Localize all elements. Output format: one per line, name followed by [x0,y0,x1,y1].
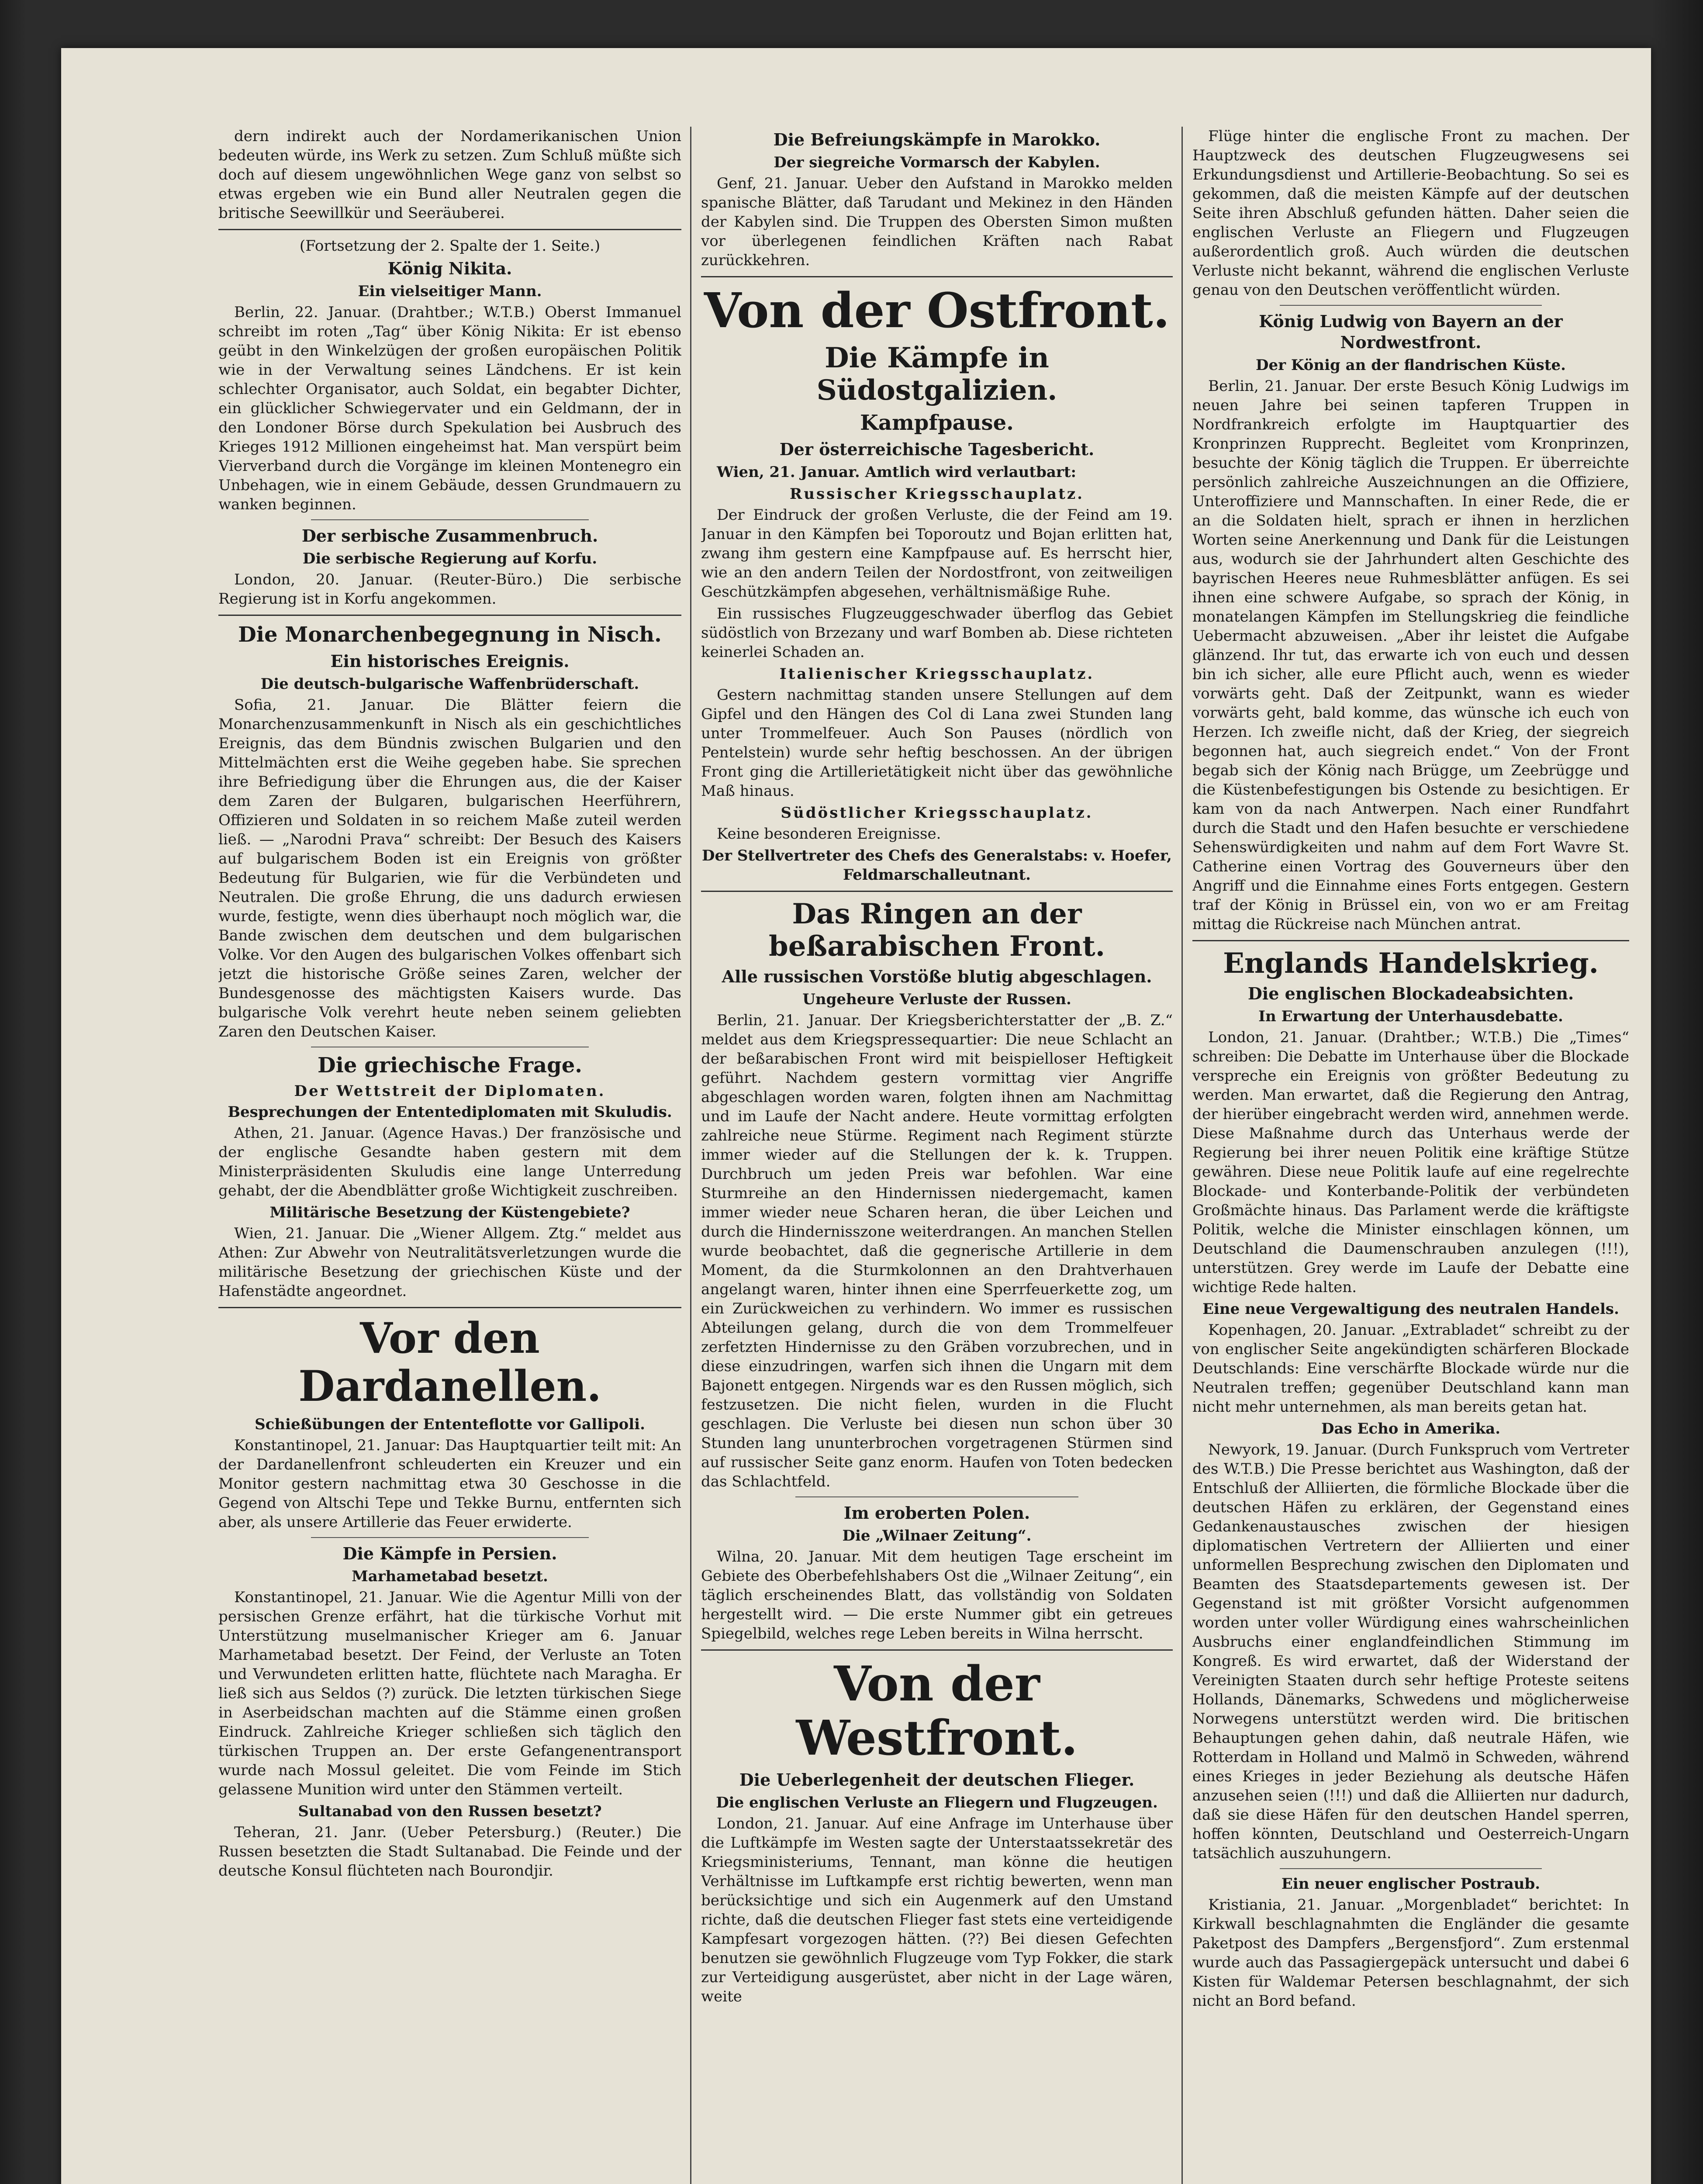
article-paragraph: Teheran, 21. Janr. (Ueber Petersburg.) (Reuter.) Die Russen besetzten die Stadt Sultanabad. Die Feinde und der deutsche Konsul flüchteten nach Bourondjir. [218,1824,681,1880]
article-paragraph: dern indirekt auch der Nordamerikanischen Union bedeuten würde, ins Werk zu setzen. Zum Schluß müßte sich doch auf diesem ungewöhnlichen Wege ganz von selbst so etwas ergeben wie ein Bund aller Neutralen gegen die britische Seewillkür und Seeräuberei. [218,128,681,222]
article-paragraph: Konstantinopel, 21. Januar: Das Hauptquartier teilt mit: An der Dardanellenfront schleuderten ein Kreuzer und ein Monitor gestern nachmittag etwa 30 Geschosse in die Gegend von Altschi Tepe und Tekke Burnu, entfernten sich aber, als unsere Artillerie das Feuer erwiderte. [218,1437,681,1531]
article-paragraph: London, 21. Januar. Auf eine Anfrage im Unterhause über die Luftkämpfe im Westen sagte der Unterstaatssekretär des Kriegsministeriums, Tennant, man könne die heutigen Verhältnisse im Luftkampfe erst richtig bewerten, wenn man berücksichtige und sich ein Augenmerk auf den Umstand richte, daß die deutschen Flieger fast stets eine verteidigende Kampfesart vorgezogen hätten. (??) Bei diesen Gefechten benutzen sie gewöhnlich Flugzeuge vom Typ Fokker, die stark zur Verteidigung ausgerüstet, aber nicht in der Lage wären, weite [701,1815,1173,2005]
headline-eastern-front: Von der Ostfront. [704,282,1170,339]
subheadline-nikita: Ein vielseitiger Mann. [358,283,542,300]
article-paragraph: Wien, 21. Januar. Amtlich wird verlautbart: [717,463,1077,481]
subheadline-western-front-2: Die englischen Verluste an Fliegern und Flugzeugen. [716,1794,1158,1811]
newspaper-page [61,48,1651,2184]
subheadline-greece-2: Besprechungen der Ententediplomaten mit Skuludis. [228,1103,672,1121]
divider [795,1496,1078,1497]
article-paragraph: Genf, 21. Januar. Ueber den Aufstand in Marokko melden spanische Blätter, daß Tarudant und Mekinez in den Händen der Kabylen sind. Die Truppen des Obersten Simon mußten vor überlegenen feindlichen Kräften nach Rabat zurückkehren. [701,175,1173,269]
divider [311,1537,589,1538]
headline-greece: Die griechische Frage. [318,1053,582,1078]
divider [1280,305,1542,306]
page-content [218,127,1629,2184]
subheadline-debate: In Erwartung der Unterhausdebatte. [1258,1008,1563,1025]
divider [218,229,681,230]
headline-king-ludwig: König Ludwig von Bayern an der Nordwestfront. [1259,311,1563,352]
headline-england-trade-war: Englands Handelskrieg. [1223,947,1599,980]
article-paragraph: Flüge hinter die englische Front zu machen. Der Hauptzweck des deutschen Flugzeugwesens sei Erkundungsdienst und Artillerie-Beobachtung. So sei es gekommen, daß die meisten Kämpfe auf der deutschen Seite ihren Abschluß gefunden hätten. Daher seien die englischen Verluste an Fliegern und Flugzeugen außerordentlich groß. Auch würden die deutschen Verluste nicht bekannt, während die englischen Verluste genau von den Deutschen veröffentlicht würden. [1192,128,1629,299]
article-paragraph: Berlin, 21. Januar. Der erste Besuch König Ludwigs im neuen Jahre bei seinen tapferen Truppen in Nordfrankreich erfolgte im Hauptquartier des Kronprinzen Rupprecht. Begleitet vom Kronprinzen, besuchte der König täglich die Truppen. Er überreichte persönlich zahlreiche Auszeichnungen an die Offiziere, Unteroffiziere und Mannschaften. In einer Rede, die er an die Soldaten hielt, sprach er ihnen in herzlichen Worten seine Anerkennung und Dank für die Leistungen aus, wodurch sie der Jahrhundert alten Geschichte des bayrischen Heeres neue Ruhmesblätter anfügen. Es sei ihnen eine schwere Aufgabe, so sprach der König, in monatelangen Kämpfen im Stellungskrieg die feindliche Uebermacht abzuweisen. „Aber ihr leistet die Aufgabe glänzend. Ihr tut, das erwarte ich von euch und dessen bin ich sicher, alle eure Pflicht auch, wenn es wieder vorwärts geht. Daß der Zeitpunkt, wann es wieder vorwärts geht, bald komme, das wünsche ich euch von Herzen. Ich zweifle nicht, daß der Krieg, der siegreich begonnen hat, auch siegreich endet.“ Von der Front begab sich der König nach Brügge, um Zeebrügge und die Küstenbefestigungen bis Ostende zu besichtigen. Er kam von da nach Antwerpen. Nach einer Rundfahrt durch die Stadt und den Hafen besuchte er verschiedene Sehenswürdigkeiten und nahm auf dem Fort Wavre St. Catherine einen Vortrag des Gouverneurs über den Angriff und die Einnahme eines Forts entgegen. Gestern traf der König in Brüssel ein, von wo er am Freitag mittag die Rückreise nach München antrat. [1192,377,1629,933]
subheadline-poland: Die „Wilnaer Zeitung“. [842,1527,1032,1545]
divider [701,1649,1173,1651]
divider [1280,1868,1542,1869]
headline-western-front: Von der Westfront. [796,1655,1078,1766]
headline-monarchs: Die Monarchenbegegnung in Nisch. [238,622,662,647]
headline-morocco: Die Befreiungskämpfe in Marokko. [773,130,1101,149]
article-paragraph: Der Eindruck der großen Verluste, die der Feind am 19. Januar in den Kämpfen bei Toporoutz und Bojan erlitten hat, zwang ihm gestern eine Kampfpause auf. Es herrscht hier, wie an den andern Teilen der Nordostfront, von zeitweiligen Geschützkämpfen abgesehen, verhältnismäßige Ruhe. [701,506,1173,601]
headline-poland: Im eroberten Polen. [843,1503,1030,1523]
article-paragraph: Newyork, 19. Januar. (Durch Funkspruch vom Vertreter des W.T.B.) Die Presse berichtet aus Washington, daß der Entschluß der Alliierten, die förmliche Blockade über die deutschen Häfen zu erklären, der Gegenstand eines Gedankenaustausches zwischen der hiesigen diplomatischen Vertretern der Alliierten und einer unformellen Besprechung zwischen den Diplomaten und Beamten des Staatsdepartements gewesen ist. Der Gegenstand ist mit größter Vorsicht aufgenommen worden unter voller Würdigung eines wahrscheinlichen Ausbruchs einer englandfeindlichen Stimmung im Kongreß. Es wird erwartet, daß der Widerstand der Vereinigten Staaten durch sehr heftige Proteste seitens Hollands, Dänemarks, Schwedens und möglicherweise Norwegens unterstützt werden wird. Die britischen Behauptungen gehen dahin, daß neutrale Häfen, wie Rotterdam in Holland und Malmö in Schweden, während eines Krieges in jeder Beziehung als deutsche Häfen anzusehen seien (!!!) und daß die Alliierten nur dadurch, daß sie diese Häfen für den deutschen Handel sperren, hoffen könnten, Deutschland und Oesterreich-Ungarn tatsächlich auszuhungern. [1192,1441,1629,1862]
divider [218,1307,681,1308]
signature: Der Stellvertreter des Chefs des Generalstabs: v. Hoefer, Feldmarschalleutnant. [701,847,1172,884]
subheadline-bessarabia-2: Ungeheure Verluste der Russen. [802,991,1071,1008]
subheadline-coast: Militärische Besetzung der Küstengebiete? [269,1204,630,1221]
subheadline-monarchs: Ein historisches Ereignis. [330,651,570,671]
subheadline-monarchs-2: Die deutsch-bulgarische Waffenbrüderschaft. [260,675,639,693]
article-paragraph: Wien, 21. Januar. Die „Wiener Allgem. Ztg.“ meldet aus Athen: Zur Abwehr von Neutralitätsverletzungen wurde die militärische Besetzung der griechischen Küste und der Hafenstädte angeordnet. [218,1225,681,1300]
article-paragraph: Ein russisches Flugzeuggeschwader überflog das Gebiet südöstlich von Brzezany und warf Bomben ab. Diese richteten keinerlei Schaden an. [701,605,1173,661]
continuation-note: (Fortsetzung der 2. Spalte der 1. Seite.) [299,237,601,255]
headline-persia: Die Kämpfe in Persien. [342,1544,557,1563]
article-paragraph: Sofia, 21. Januar. Die Blätter feiern die Monarchenzusammenkunft in Nisch als ein geschichtliches Ereignis, das dem Bündnis zwischen Bulgarien und den Mittelmächten erst die Weihe gegeben habe. Sie sprechen ihre Befriedigung über die Ehrungen aus, die der Kaiser dem Zaren der Bulgaren, bulgarischen Heerführern, Offizieren und Soldaten in so reichem Maße zuteil werden ließ. — „Narodni Prava“ schreibt: Der Besuch des Kaisers auf bulgarischem Boden ist ein Ereignis von größter Bedeutung für Bulgarien, wie für die Verbündeten und Neutralen. Die große Ehrung, die uns dadurch erwiesen wurde, festigte, wenn dies überhaupt noch möglich war, die Bande zwischen dem deutschen und dem bulgarischen Volke. Vor den Augen des bulgarischen Volkes offenbart sich jetzt die historische Größe seines Zaren, welcher der Bundesgenosse des mächtigsten Kaisers wurde. Das bulgarische Volk verehrt heute neben seinem geliebten Zaren den Deutschen Kaiser. [218,696,681,1040]
divider [701,276,1173,277]
article-paragraph: London, 21. Januar. (Drahtber.; W.T.B.) Die „Times“ schreiben: Die Debatte im Unterhause über die Blockade verspreche ein Ereignis von größter Bedeutung zu werden. Man erwartet, daß die Regierung den Antrag, der hierüber eingebracht werden wird, annehmen werde. Diese Maßnahme durch das Unterhaus werde der Regierung bei ihrer neuen Politik eine kräftige Stütze gewähren. Diese neue Politik laufe auf eine regelrechte Blockade- und Konterbande-Politik der verbündeten Großmächte hinaus. Das Parlament werde die kräftigste Politik, welche die Minister einschlagen können, um Deutschland die Daumenschrauben anzulegen (!!!), unterstützen. Grey werde im Laufe der Debatte eine wichtige Rede halten. [1192,1029,1629,1296]
article-paragraph: Berlin, 21. Januar. Der Kriegsberichterstatter der „B. Z.“ meldet aus dem Kriegspressequartier: Die neue Schlacht an der beßarabischen Front wird mit beispielloser Heftigkeit geführt. Nachdem gestern vormittag vier Angriffe abgeschlagen worden waren, folgten ihnen am Nachmittag und im Laufe der Nacht andere. Heute vormittag erfolgten zahlreiche neue Stürme. Regiment nach Regiment stürzte immer wieder auf die Stellungen der k. k. Truppen. Durchbruch um jeden Preis war befohlen. War eine Sturmreihe an den Hindernissen niedergemacht, kamen immer wieder neue Scharen heran, die über Leichen und durch die Hindernisszone weiterdrangen. An manchen Stellen wurde beobachtet, daß die gegnerische Artillerie in dem Moment, da die Sturmkolonnen an den Drahtverhauen angelangt waren, hinter ihnen eine Sperrfeuerkette zog, um ein Zurückweichen zu verhindern. Wo immer es russischen Abteilungen gelang, durch die von dem Trommelfeuer zerfetzten Hindernisse zu den Gräben vorzubrechen, und in diese einzudringen, warfen sich ihnen die Ungarn mit dem Bajonett entgegen. Nirgends war es den Russen möglich, sich festzusetzen. Die nicht fielen, wurden in die Flucht geschlagen. Die Verluste bei diesen nun schon über 30 Stunden lang ununterbrochen vorgetragenen Stürmen sind auf russischer Seite ganz enorm. Haufen von Toten bedecken das Schlachtfeld. [701,1012,1173,1490]
subheadline-america: Das Echo in Amerika. [1321,1420,1501,1438]
subheadline-austrian-report: Der österreichische Tagesbericht. [779,439,1095,459]
divider [311,519,589,520]
article-paragraph: Kopenhagen, 20. Januar. „Extrabladet“ schreibt zu der von englischer Seite angekündigten schärferen Blockade Deutschlands: Eine verschärfte Blockade würde nur die Neutralen treffen; gegenüber Deutschland kann man nicht mehr unternehmen, als man bereits getan hat. [1192,1321,1629,1416]
column-left [218,127,681,2184]
subheadline-bessarabia: Alle russischen Vorstöße blutig abgeschlagen. [722,967,1152,986]
subheadline-postal-robbery: Ein neuer englischer Postraub. [1281,1875,1541,1893]
article-paragraph: Kristiania, 21. Januar. „Morgenbladet“ berichtet: In Kirkwall beschlagnahmten die Engländer die gesamte Paketpost des Dampfers „Bergensfjord“. Zum erstenmal wurde auch das Passagiergepäck untersucht und dabei 6 Kisten für Waldemar Petersen beschlagnahmt, der sich nicht an Bord befand. [1192,1896,1629,2010]
headline-galicia: Die Kämpfe in Südostgalizien. [816,342,1057,407]
subheadline-dardanelles: Schießübungen der Ententeflotte vor Gallipoli. [255,1416,645,1433]
subheadline-italian-theatre: Italienischer Kriegsschauplatz. [779,665,1095,683]
subheadline-blockade: Die englischen Blockadeabsichten. [1247,984,1574,1003]
column-rule [1181,127,1183,2184]
column-rule [690,127,691,2184]
subheadline-southeast-theatre: Südöstlicher Kriegsschauplatz. [781,804,1093,822]
headline-dardanelles: Vor den Dardanellen. [298,1313,601,1411]
headline-serbia: Der serbische Zusammenbruch. [301,526,598,546]
column-right [1192,127,1629,2184]
subheadline-serbia: Die serbische Regierung auf Korfu. [302,550,598,567]
subheadline-king-ludwig: Der König an der flandrischen Küste. [1256,356,1566,374]
divider [701,891,1173,892]
subheadline-western-front: Die Ueberlegenheit der deutschen Flieger. [739,1770,1135,1790]
headline-bessarabia: Das Ringen an der beßarabischen Front. [769,898,1105,963]
headline-pause: Kampfpause. [860,411,1014,435]
article-paragraph: Konstantinopel, 21. Januar. Wie die Agentur Milli von der persischen Grenze erfährt, hat die türkische Vorhut mit Unterstützung muselmanischer Krieger am 6. Januar Marhametabad besetzt. Der Feind, der Verluste an Toten und Verwundeten erlitten hatte, flüchtete nach Maragha. Er ließ sich aus Seldos (?) zurück. Die letzten türkischen Siege in Aserbeidschan machten auf die Stämme einen großen Eindruck. Zahlreiche Krieger schließen sich täglich den türkischen Truppen an. Der erste Gefangenentransport wurde nach Mossul geleitet. Die vom Feinde im Stich gelassene Munition wird unter den Stämmen verteilt. [218,1589,681,1798]
divider [1192,940,1629,941]
article-paragraph: Berlin, 22. Januar. (Drahtber.; W.T.B.) Oberst Immanuel schreibt im roten „Tag“ über König Nikita: Er ist ebenso geübt in den Winkelzügen der großen europäischen Politik wie in der Verwaltung seines Ländchens. Er ist kein schlechter Organisator, auch Soldat, ein begabter Dichter, ein glücklicher Schwiegervater und ein Geldmann, der in den Londoner Börse durch Spekulation bei Ausbruch des Krieges 1912 Millionen eingeheimst hat. Man verspürt beim Vierverband durch die Vorgänge im kleinen Montenegro ein Unbehagen, wie in einem Gebäude, dessen Grundmauern zu wanken beginnen. [218,304,681,513]
headline-nikita: König Nikita. [387,259,512,278]
article-paragraph: Wilna, 20. Januar. Mit dem heutigen Tage erscheint im Gebiete des Oberbefehlshabers Ost die „Wilnaer Zeitung“, ein täglich erscheinendes Blatt, das vollständig von Soldaten hergestellt wird. — Die erste Nummer gibt ein getreues Spiegelbild, welches rege Leben bereits in Wilna herrscht. [701,1548,1173,1642]
subheadline-morocco: Der siegreiche Vormarsch der Kabylen. [774,154,1100,171]
article-paragraph: London, 20. Januar. (Reuter-Büro.) Die serbische Regierung ist in Korfu angekommen. [218,571,681,608]
divider [218,615,681,616]
article-paragraph: Keine besonderen Ereignisse. [717,825,941,843]
subheadline-neutral-trade: Eine neue Vergewaltigung des neutralen Handels. [1202,1300,1619,1318]
subheadline-sultanabad: Sultanabad von den Russen besetzt? [298,1803,602,1820]
subheadline-greece: Der Wettstreit der Diplomaten. [294,1082,606,1100]
article-paragraph: Athen, 21. Januar. (Agence Havas.) Der französische und der englische Gesandte haben gestern mit dem Ministerpräsidenten Skuludis eine lange Unterredung gehabt, der die Abendblätter große Wichtigkeit zuschreiben. [218,1124,681,1199]
article-paragraph: Gestern nachmittag standen unsere Stellungen auf dem Gipfel und den Hängen des Col di Lana zwei Stunden lang unter Trommelfeuer. Auch Son Pauses (nördlich von Pentelstein) wurde sehr heftig beschossen. An der übrigen Front ging die Artillerietätigkeit nicht über das gewöhnliche Maß hinaus. [701,686,1173,800]
subheadline-persia: Marhametabad besetzt. [352,1568,548,1585]
subheadline-russian-theatre: Russischer Kriegsschauplatz. [790,485,1084,503]
column-middle [701,127,1173,2184]
